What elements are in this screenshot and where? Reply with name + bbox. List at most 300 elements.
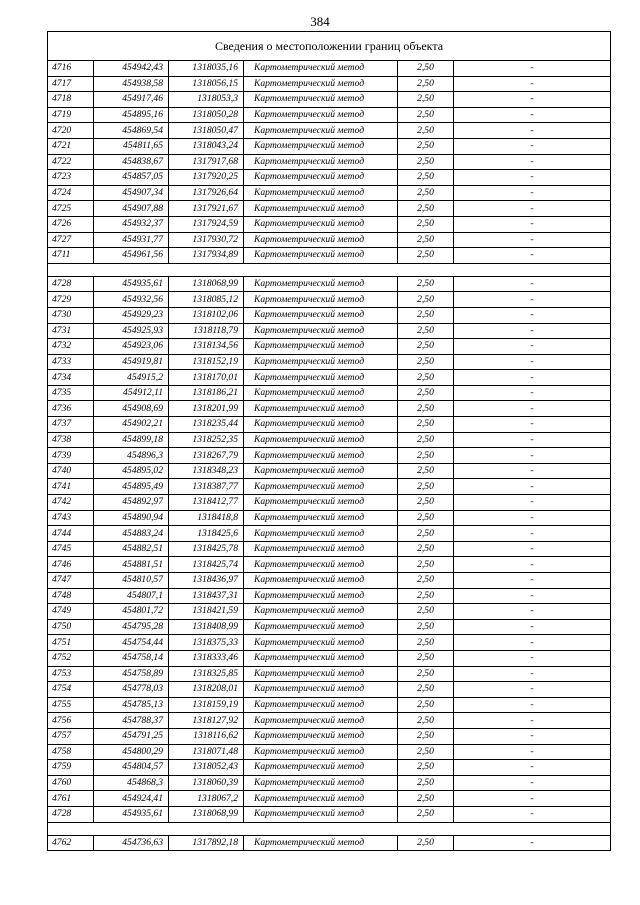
description-cell: - bbox=[454, 276, 611, 292]
point-number-cell: 4757 bbox=[48, 728, 94, 744]
method-cell: Картометрический метод bbox=[244, 760, 398, 776]
table-row bbox=[48, 107, 611, 123]
description-cell: - bbox=[454, 370, 611, 386]
x-coordinate-cell: 454915,2 bbox=[94, 370, 169, 386]
table-row bbox=[48, 339, 611, 355]
x-coordinate-cell: 454935,61 bbox=[94, 276, 169, 292]
accuracy-cell: 2,50 bbox=[398, 760, 454, 776]
y-coordinate-cell: 1318118,79 bbox=[169, 323, 244, 339]
x-coordinate-cell: 454912,11 bbox=[94, 385, 169, 401]
table-row bbox=[48, 370, 611, 386]
point-number-cell: 4729 bbox=[48, 292, 94, 308]
accuracy-cell: 2,50 bbox=[398, 370, 454, 386]
method-cell: Картометрический метод bbox=[244, 557, 398, 573]
method-cell: Картометрический метод bbox=[244, 385, 398, 401]
method-cell: Картометрический метод bbox=[244, 650, 398, 666]
accuracy-cell: 2,50 bbox=[398, 401, 454, 417]
method-cell: Картометрический метод bbox=[244, 479, 398, 495]
method-cell: Картометрический метод bbox=[244, 417, 398, 433]
page-number: 384 bbox=[310, 14, 330, 29]
description-cell: - bbox=[454, 479, 611, 495]
description-cell: - bbox=[454, 728, 611, 744]
table-row bbox=[48, 682, 611, 698]
table-title: Сведения о местоположении границ объекта bbox=[48, 32, 611, 61]
description-cell: - bbox=[454, 604, 611, 620]
description-cell: - bbox=[454, 806, 611, 822]
point-number-cell: 4736 bbox=[48, 401, 94, 417]
description-cell: - bbox=[454, 401, 611, 417]
accuracy-cell: 2,50 bbox=[398, 107, 454, 123]
description-cell: - bbox=[454, 61, 611, 77]
y-coordinate-cell: 1318053,3 bbox=[169, 92, 244, 108]
method-cell: Картометрический метод bbox=[244, 76, 398, 92]
x-coordinate-cell: 454931,77 bbox=[94, 232, 169, 248]
table-row bbox=[48, 61, 611, 77]
method-cell: Картометрический метод bbox=[244, 510, 398, 526]
point-number-cell: 4759 bbox=[48, 760, 94, 776]
group-separator-row bbox=[48, 822, 611, 835]
description-cell: - bbox=[454, 385, 611, 401]
method-cell: Картометрический метод bbox=[244, 728, 398, 744]
x-coordinate-cell: 454736,63 bbox=[94, 835, 169, 851]
y-coordinate-cell: 1318127,92 bbox=[169, 713, 244, 729]
point-number-cell: 4723 bbox=[48, 170, 94, 186]
table-row bbox=[48, 806, 611, 822]
table-row bbox=[48, 635, 611, 651]
method-cell: Картометрический метод bbox=[244, 339, 398, 355]
point-number-cell: 4737 bbox=[48, 417, 94, 433]
method-cell: Картометрический метод bbox=[244, 276, 398, 292]
x-coordinate-cell: 454778,03 bbox=[94, 682, 169, 698]
y-coordinate-cell: 1317892,18 bbox=[169, 835, 244, 851]
accuracy-cell: 2,50 bbox=[398, 216, 454, 232]
point-number-cell: 4745 bbox=[48, 541, 94, 557]
description-cell: - bbox=[454, 775, 611, 791]
x-coordinate-cell: 454925,93 bbox=[94, 323, 169, 339]
boundary-table-container bbox=[47, 31, 610, 851]
boundary-table bbox=[47, 31, 611, 851]
y-coordinate-cell: 1317921,67 bbox=[169, 201, 244, 217]
table-row bbox=[48, 510, 611, 526]
table-row bbox=[48, 541, 611, 557]
point-number-cell: 4753 bbox=[48, 666, 94, 682]
x-coordinate-cell: 454923,06 bbox=[94, 339, 169, 355]
description-cell: - bbox=[454, 432, 611, 448]
y-coordinate-cell: 1318134,56 bbox=[169, 339, 244, 355]
accuracy-cell: 2,50 bbox=[398, 791, 454, 807]
description-cell: - bbox=[454, 650, 611, 666]
y-coordinate-cell: 1318035,16 bbox=[169, 61, 244, 77]
point-number-cell: 4755 bbox=[48, 697, 94, 713]
table-row bbox=[48, 248, 611, 264]
method-cell: Картометрический метод bbox=[244, 123, 398, 139]
table-row bbox=[48, 276, 611, 292]
point-number-cell: 4720 bbox=[48, 123, 94, 139]
point-number-cell: 4730 bbox=[48, 307, 94, 323]
method-cell: Картометрический метод bbox=[244, 307, 398, 323]
method-cell: Картометрический метод bbox=[244, 432, 398, 448]
description-cell: - bbox=[454, 682, 611, 698]
point-number-cell: 4724 bbox=[48, 185, 94, 201]
y-coordinate-cell: 1318421,59 bbox=[169, 604, 244, 620]
point-number-cell: 4727 bbox=[48, 232, 94, 248]
y-coordinate-cell: 1318208,01 bbox=[169, 682, 244, 698]
description-cell: - bbox=[454, 216, 611, 232]
description-cell: - bbox=[454, 92, 611, 108]
y-coordinate-cell: 1318071,48 bbox=[169, 744, 244, 760]
y-coordinate-cell: 1317924,59 bbox=[169, 216, 244, 232]
description-cell: - bbox=[454, 557, 611, 573]
method-cell: Картометрический метод bbox=[244, 604, 398, 620]
x-coordinate-cell: 454838,67 bbox=[94, 154, 169, 170]
method-cell: Картометрический метод bbox=[244, 170, 398, 186]
y-coordinate-cell: 1318333,46 bbox=[169, 650, 244, 666]
description-cell: - bbox=[454, 123, 611, 139]
y-coordinate-cell: 1318186,21 bbox=[169, 385, 244, 401]
method-cell: Картометрический метод bbox=[244, 61, 398, 77]
description-cell: - bbox=[454, 791, 611, 807]
accuracy-cell: 2,50 bbox=[398, 385, 454, 401]
table-row bbox=[48, 697, 611, 713]
table-row bbox=[48, 557, 611, 573]
x-coordinate-cell: 454890,94 bbox=[94, 510, 169, 526]
description-cell: - bbox=[454, 588, 611, 604]
x-coordinate-cell: 454758,89 bbox=[94, 666, 169, 682]
table-row bbox=[48, 307, 611, 323]
table-row bbox=[48, 588, 611, 604]
x-coordinate-cell: 454788,37 bbox=[94, 713, 169, 729]
method-cell: Картометрический метод bbox=[244, 791, 398, 807]
accuracy-cell: 2,50 bbox=[398, 185, 454, 201]
point-number-cell: 4741 bbox=[48, 479, 94, 495]
point-number-cell: 4761 bbox=[48, 791, 94, 807]
accuracy-cell: 2,50 bbox=[398, 292, 454, 308]
x-coordinate-cell: 454892,97 bbox=[94, 495, 169, 511]
description-cell: - bbox=[454, 573, 611, 589]
y-coordinate-cell: 1318068,99 bbox=[169, 276, 244, 292]
accuracy-cell: 2,50 bbox=[398, 510, 454, 526]
accuracy-cell: 2,50 bbox=[398, 666, 454, 682]
table-row bbox=[48, 185, 611, 201]
x-coordinate-cell: 454938,58 bbox=[94, 76, 169, 92]
description-cell: - bbox=[454, 541, 611, 557]
method-cell: Картометрический метод bbox=[244, 573, 398, 589]
method-cell: Картометрический метод bbox=[244, 619, 398, 635]
table-row bbox=[48, 292, 611, 308]
y-coordinate-cell: 1318159,19 bbox=[169, 697, 244, 713]
description-cell: - bbox=[454, 619, 611, 635]
accuracy-cell: 2,50 bbox=[398, 432, 454, 448]
description-cell: - bbox=[454, 170, 611, 186]
x-coordinate-cell: 454899,18 bbox=[94, 432, 169, 448]
x-coordinate-cell: 454868,3 bbox=[94, 775, 169, 791]
y-coordinate-cell: 1318348,23 bbox=[169, 463, 244, 479]
description-cell: - bbox=[454, 666, 611, 682]
accuracy-cell: 2,50 bbox=[398, 354, 454, 370]
accuracy-cell: 2,50 bbox=[398, 138, 454, 154]
x-coordinate-cell: 454896,3 bbox=[94, 448, 169, 464]
table-row bbox=[48, 650, 611, 666]
accuracy-cell: 2,50 bbox=[398, 495, 454, 511]
point-number-cell: 4738 bbox=[48, 432, 94, 448]
x-coordinate-cell: 454895,16 bbox=[94, 107, 169, 123]
table-row bbox=[48, 760, 611, 776]
group-separator-cell bbox=[48, 263, 611, 276]
group-separator-cell bbox=[48, 822, 611, 835]
method-cell: Картометрический метод bbox=[244, 154, 398, 170]
description-cell: - bbox=[454, 154, 611, 170]
y-coordinate-cell: 1318375,33 bbox=[169, 635, 244, 651]
x-coordinate-cell: 454804,57 bbox=[94, 760, 169, 776]
table-row bbox=[48, 323, 611, 339]
table-row bbox=[48, 728, 611, 744]
table-row bbox=[48, 495, 611, 511]
description-cell: - bbox=[454, 448, 611, 464]
y-coordinate-cell: 1318412,77 bbox=[169, 495, 244, 511]
accuracy-cell: 2,50 bbox=[398, 835, 454, 851]
accuracy-cell: 2,50 bbox=[398, 479, 454, 495]
y-coordinate-cell: 1318056,15 bbox=[169, 76, 244, 92]
point-number-cell: 4758 bbox=[48, 744, 94, 760]
accuracy-cell: 2,50 bbox=[398, 604, 454, 620]
accuracy-cell: 2,50 bbox=[398, 573, 454, 589]
point-number-cell: 4733 bbox=[48, 354, 94, 370]
description-cell: - bbox=[454, 835, 611, 851]
y-coordinate-cell: 1318387,77 bbox=[169, 479, 244, 495]
table-row bbox=[48, 619, 611, 635]
table-row bbox=[48, 463, 611, 479]
point-number-cell: 4722 bbox=[48, 154, 94, 170]
x-coordinate-cell: 454800,29 bbox=[94, 744, 169, 760]
y-coordinate-cell: 1318425,6 bbox=[169, 526, 244, 542]
description-cell: - bbox=[454, 463, 611, 479]
description-cell: - bbox=[454, 635, 611, 651]
description-cell: - bbox=[454, 185, 611, 201]
x-coordinate-cell: 454869,54 bbox=[94, 123, 169, 139]
x-coordinate-cell: 454917,46 bbox=[94, 92, 169, 108]
accuracy-cell: 2,50 bbox=[398, 775, 454, 791]
method-cell: Картометрический метод bbox=[244, 201, 398, 217]
x-coordinate-cell: 454895,49 bbox=[94, 479, 169, 495]
method-cell: Картометрический метод bbox=[244, 744, 398, 760]
y-coordinate-cell: 1317926,64 bbox=[169, 185, 244, 201]
x-coordinate-cell: 454935,61 bbox=[94, 806, 169, 822]
point-number-cell: 4756 bbox=[48, 713, 94, 729]
point-number-cell: 4732 bbox=[48, 339, 94, 355]
x-coordinate-cell: 454881,51 bbox=[94, 557, 169, 573]
y-coordinate-cell: 1318116,62 bbox=[169, 728, 244, 744]
description-cell: - bbox=[454, 697, 611, 713]
table-row bbox=[48, 76, 611, 92]
x-coordinate-cell: 454907,88 bbox=[94, 201, 169, 217]
point-number-cell: 4743 bbox=[48, 510, 94, 526]
accuracy-cell: 2,50 bbox=[398, 650, 454, 666]
point-number-cell: 4728 bbox=[48, 806, 94, 822]
point-number-cell: 4742 bbox=[48, 495, 94, 511]
accuracy-cell: 2,50 bbox=[398, 248, 454, 264]
description-cell: - bbox=[454, 307, 611, 323]
point-number-cell: 4717 bbox=[48, 76, 94, 92]
method-cell: Картометрический метод bbox=[244, 463, 398, 479]
method-cell: Картометрический метод bbox=[244, 448, 398, 464]
point-number-cell: 4762 bbox=[48, 835, 94, 851]
y-coordinate-cell: 1317934,89 bbox=[169, 248, 244, 264]
accuracy-cell: 2,50 bbox=[398, 76, 454, 92]
y-coordinate-cell: 1318043,24 bbox=[169, 138, 244, 154]
point-number-cell: 4749 bbox=[48, 604, 94, 620]
method-cell: Картометрический метод bbox=[244, 588, 398, 604]
method-cell: Картометрический метод bbox=[244, 216, 398, 232]
x-coordinate-cell: 454907,34 bbox=[94, 185, 169, 201]
description-cell: - bbox=[454, 760, 611, 776]
y-coordinate-cell: 1318050,28 bbox=[169, 107, 244, 123]
point-number-cell: 4744 bbox=[48, 526, 94, 542]
accuracy-cell: 2,50 bbox=[398, 323, 454, 339]
method-cell: Картометрический метод bbox=[244, 666, 398, 682]
accuracy-cell: 2,50 bbox=[398, 541, 454, 557]
point-number-cell: 4726 bbox=[48, 216, 94, 232]
description-cell: - bbox=[454, 76, 611, 92]
y-coordinate-cell: 1318325,85 bbox=[169, 666, 244, 682]
description-cell: - bbox=[454, 495, 611, 511]
x-coordinate-cell: 454924,41 bbox=[94, 791, 169, 807]
accuracy-cell: 2,50 bbox=[398, 806, 454, 822]
table-row bbox=[48, 385, 611, 401]
accuracy-cell: 2,50 bbox=[398, 61, 454, 77]
accuracy-cell: 2,50 bbox=[398, 744, 454, 760]
point-number-cell: 4711 bbox=[48, 248, 94, 264]
accuracy-cell: 2,50 bbox=[398, 619, 454, 635]
point-number-cell: 4735 bbox=[48, 385, 94, 401]
y-coordinate-cell: 1318425,74 bbox=[169, 557, 244, 573]
table-row bbox=[48, 744, 611, 760]
accuracy-cell: 2,50 bbox=[398, 463, 454, 479]
table-row bbox=[48, 92, 611, 108]
accuracy-cell: 2,50 bbox=[398, 728, 454, 744]
table-row bbox=[48, 216, 611, 232]
point-number-cell: 4728 bbox=[48, 276, 94, 292]
point-number-cell: 4734 bbox=[48, 370, 94, 386]
method-cell: Картометрический метод bbox=[244, 401, 398, 417]
table-row bbox=[48, 201, 611, 217]
description-cell: - bbox=[454, 107, 611, 123]
description-cell: - bbox=[454, 323, 611, 339]
point-number-cell: 4725 bbox=[48, 201, 94, 217]
x-coordinate-cell: 454810,57 bbox=[94, 573, 169, 589]
accuracy-cell: 2,50 bbox=[398, 123, 454, 139]
x-coordinate-cell: 454883,24 bbox=[94, 526, 169, 542]
accuracy-cell: 2,50 bbox=[398, 201, 454, 217]
table-row bbox=[48, 666, 611, 682]
y-coordinate-cell: 1318235,44 bbox=[169, 417, 244, 433]
accuracy-cell: 2,50 bbox=[398, 339, 454, 355]
description-cell: - bbox=[454, 248, 611, 264]
table-row bbox=[48, 448, 611, 464]
x-coordinate-cell: 454895,02 bbox=[94, 463, 169, 479]
description-cell: - bbox=[454, 354, 611, 370]
table-row bbox=[48, 432, 611, 448]
y-coordinate-cell: 1318085,12 bbox=[169, 292, 244, 308]
table-row bbox=[48, 479, 611, 495]
point-number-cell: 4746 bbox=[48, 557, 94, 573]
point-number-cell: 4751 bbox=[48, 635, 94, 651]
table-row bbox=[48, 835, 611, 851]
point-number-cell: 4739 bbox=[48, 448, 94, 464]
table-row bbox=[48, 775, 611, 791]
y-coordinate-cell: 1318201,99 bbox=[169, 401, 244, 417]
point-number-cell: 4718 bbox=[48, 92, 94, 108]
method-cell: Картометрический метод bbox=[244, 185, 398, 201]
accuracy-cell: 2,50 bbox=[398, 588, 454, 604]
accuracy-cell: 2,50 bbox=[398, 682, 454, 698]
accuracy-cell: 2,50 bbox=[398, 92, 454, 108]
x-coordinate-cell: 454932,37 bbox=[94, 216, 169, 232]
y-coordinate-cell: 1318050,47 bbox=[169, 123, 244, 139]
y-coordinate-cell: 1317930,72 bbox=[169, 232, 244, 248]
x-coordinate-cell: 454961,56 bbox=[94, 248, 169, 264]
method-cell: Картометрический метод bbox=[244, 248, 398, 264]
point-number-cell: 4752 bbox=[48, 650, 94, 666]
x-coordinate-cell: 454754,44 bbox=[94, 635, 169, 651]
point-number-cell: 4731 bbox=[48, 323, 94, 339]
method-cell: Картометрический метод bbox=[244, 370, 398, 386]
x-coordinate-cell: 454882,51 bbox=[94, 541, 169, 557]
method-cell: Картометрический метод bbox=[244, 526, 398, 542]
y-coordinate-cell: 1318425,78 bbox=[169, 541, 244, 557]
x-coordinate-cell: 454932,56 bbox=[94, 292, 169, 308]
table-row bbox=[48, 604, 611, 620]
method-cell: Картометрический метод bbox=[244, 635, 398, 651]
y-coordinate-cell: 1318267,79 bbox=[169, 448, 244, 464]
method-cell: Картометрический метод bbox=[244, 775, 398, 791]
method-cell: Картометрический метод bbox=[244, 92, 398, 108]
table-row bbox=[48, 123, 611, 139]
method-cell: Картометрический метод bbox=[244, 292, 398, 308]
table-row bbox=[48, 401, 611, 417]
x-coordinate-cell: 454801,72 bbox=[94, 604, 169, 620]
y-coordinate-cell: 1318060,39 bbox=[169, 775, 244, 791]
y-coordinate-cell: 1318152,19 bbox=[169, 354, 244, 370]
description-cell: - bbox=[454, 526, 611, 542]
y-coordinate-cell: 1317920,25 bbox=[169, 170, 244, 186]
point-number-cell: 4748 bbox=[48, 588, 94, 604]
table-row bbox=[48, 713, 611, 729]
y-coordinate-cell: 1318067,2 bbox=[169, 791, 244, 807]
description-cell: - bbox=[454, 744, 611, 760]
table-row bbox=[48, 138, 611, 154]
description-cell: - bbox=[454, 232, 611, 248]
description-cell: - bbox=[454, 292, 611, 308]
x-coordinate-cell: 454902,21 bbox=[94, 417, 169, 433]
x-coordinate-cell: 454791,25 bbox=[94, 728, 169, 744]
accuracy-cell: 2,50 bbox=[398, 170, 454, 186]
accuracy-cell: 2,50 bbox=[398, 307, 454, 323]
accuracy-cell: 2,50 bbox=[398, 635, 454, 651]
point-number-cell: 4719 bbox=[48, 107, 94, 123]
y-coordinate-cell: 1318170,01 bbox=[169, 370, 244, 386]
method-cell: Картометрический метод bbox=[244, 495, 398, 511]
accuracy-cell: 2,50 bbox=[398, 697, 454, 713]
table-row bbox=[48, 791, 611, 807]
method-cell: Картометрический метод bbox=[244, 806, 398, 822]
table-header-row bbox=[48, 32, 611, 61]
y-coordinate-cell: 1318068,99 bbox=[169, 806, 244, 822]
point-number-cell: 4750 bbox=[48, 619, 94, 635]
method-cell: Картометрический метод bbox=[244, 138, 398, 154]
table-row bbox=[48, 573, 611, 589]
accuracy-cell: 2,50 bbox=[398, 713, 454, 729]
x-coordinate-cell: 454807,1 bbox=[94, 588, 169, 604]
